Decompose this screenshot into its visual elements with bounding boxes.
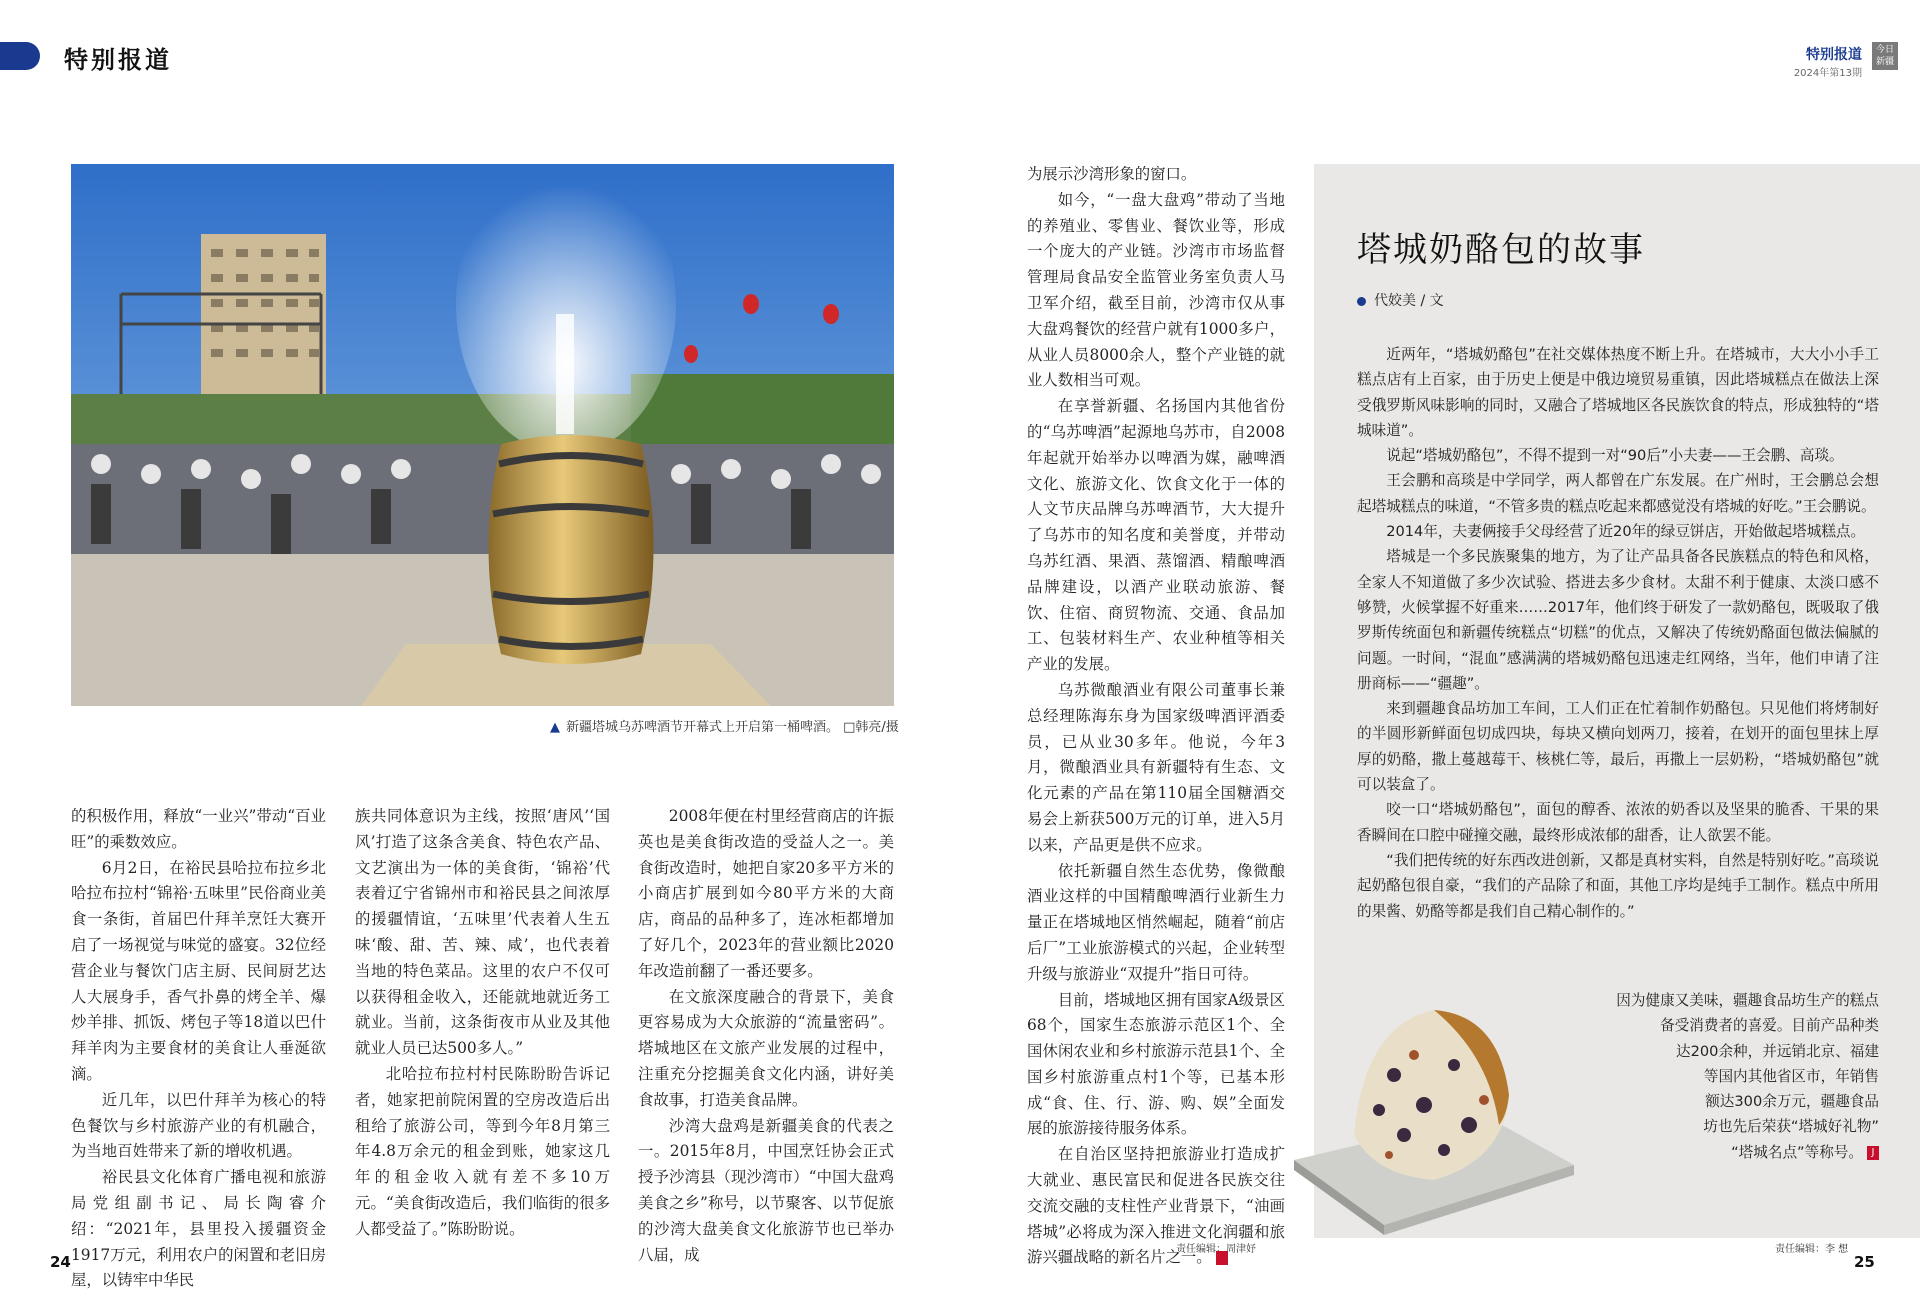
cheese-bread-photo [1284,985,1584,1235]
end-mark-icon: J [1867,1146,1879,1160]
article-title: 塔城奶酪包的故事 [1357,230,1645,270]
tail-line-last [1560,1140,1879,1165]
body-column-3 [638,804,894,1268]
paragraph: 北哈拉布拉村村民陈盼盼告诉记者，她家把前院闲置的空房改造后出租给了旅游公司，等到今年8月第三年4.8万余元的租金到账，她家这几年的租金收入就有差不多10万元。“美食街改造后，我们临街的很多人都受益了。”陈盼盼说。 [355,1064,610,1238]
body-column-4 [1027,162,1285,1271]
paragraph: 乌苏微酿酒业有限公司董事长兼总经理陈海东身为国家级啤酒评酒委员，已从业30多年。他说，今年3月，微酿酒业具有新疆特有生态、文化元素的产品在第110届全国糖酒交易会上新获500万元的订单，进入5月以来，产品更是供不应求。 [1027,680,1285,854]
editor-credit-left: 责任编辑：周津妤 [1176,1244,1256,1255]
paragraph: 2008年便在村里经营商店的许振英也是美食街改造的受益人之一。美食街改造时，她把自家20多平方米的小商店扩展到如今80平方米的大商店，商品的品种多了，连冰柜都增加了好几个，2023年的营业额比2020年改造前翻了一番还要多。 [638,807,894,980]
paragraph: 依托新疆自然生态优势，像微酿酒业这样的中国精酿啤酒行业新生力量正在塔城地区悄然崛起，随着“前店后厂”工业旅游模式的兴起，企业转型升级与旅游业“双提升”指日可待。 [1027,861,1285,983]
bullet-dot-icon [1357,297,1366,306]
paragraph: 说起“塔城奶酪包”，不得不提到一对“90后”小夫妻——王会鹏、高琰。 [1386,447,1844,465]
paragraph: 王会鹏和高琰是中学同学，两人都曾在广东发展。在广州时，王会鹏总会想起塔城糕点的味道，“不管多贵的糕点吃起来都感觉没有塔城的好吃。”王会鹏说。 [1357,472,1879,515]
tail-line: 坊也先后荣获“塔城好礼物” [1703,1118,1879,1136]
paragraph: 目前，塔城地区拥有国家A级景区68个，国家生态旅游示范区1个、全国休闲农业和乡村旅游示范县1个、全国乡村旅游重点村1个等，已基本形成“食、住、行、游、购、娱”全面发展的旅游接待服务体系。 [1027,990,1285,1138]
paragraph: 的积极作用，释放“一业兴”带动“百业旺”的乘数效应。 [71,807,326,851]
paragraph: 2014年，夫妻俩接手父母经营了近20年的绿豆饼店，开始做起塔城糕点。 [1386,523,1866,541]
paragraph: 咬一口“塔城奶酪包”，面包的醇香、浓浓的奶香以及坚果的脆香、干果的果香瞬间在口腔中碰撞交融，最终形成浓郁的甜香，让人欲罢不能。 [1357,801,1879,844]
body-column-1 [71,804,326,1294]
section-title-left: 特别报道 [64,46,172,74]
paragraph: 在文旅深度融合的背景下，美食更容易成为大众旅游的“流量密码”。塔城地区在文旅产业发展的过程中，注重充分挖掘美食文化内涵，讲好美食故事，打造美食品牌。 [638,987,894,1109]
page-number-right: 25 [1854,1253,1875,1271]
paragraph: 族共同体意识为主线，按照‘唐风’‘国风’打造了这条含美食、特色农产品、文艺演出为一体的美食街，‘锦裕’代表着辽宁省锦州市和裕民县之间浓厚的援疆情谊，‘五味里’代表着人生五味‘酸、甜、苦、辣、咸’，也代表着当地的特色菜品。这里的农户不仅可以获得租金收入，还能就地就近务工就业。当前，这条街夜市从业及其他就业人员已达500多人。” [355,807,610,1058]
paragraph: 如今，“一盘大盘鸡”带动了当地的养殖业、零售业、餐饮业等，形成一个庞大的产业链。沙湾市市场监督管理局食品安全监管业务室负责人马卫军介绍，截至目前，沙湾市仅从事大盘鸡餐饮的经营户就有1000多户，从业人员8000余人，整个产业链的就业人数相当可观。 [1027,190,1285,390]
paragraph: 塔城是一个多民族聚集的地方，为了让产品具备各民族糕点的特色和风格，全家人不知道做了多少次试验、搭进去多少食材。太甜不利于健康、太淡口感不够赞，火候掌握不好重来……2017年，他们终于研发了一款奶酪包，既吸取了俄罗斯传统面包和新疆传统糕点“切糕”的优点，又解决了传统奶酪面包做法偏腻的问题。一时间，“混血”感满满的塔城奶酪包迅速走红网络，当年，他们申请了注册商标——“疆趣”。 [1357,548,1879,692]
paragraph: 近几年，以巴什拜羊为核心的特色餐饮与乡村旅游产业的有机融合，为当地百姓带来了新的增收机遇。 [71,1090,326,1161]
byline-text: 代姣美 / 文 [1374,293,1444,309]
byline [1357,290,1444,310]
photo-caption [550,716,899,735]
paragraph-text: 在自治区坚持把旅游业打造成扩大就业、惠民富民和促进各民族交往交流交融的支柱性产业背景下，“油画塔城”必将成为深入推进文化润疆和旅游兴疆战略的新名片之一。 [1027,1145,1285,1267]
beer-festival-photo [71,164,894,706]
paragraph: 近两年，“塔城奶酪包”在社交媒体热度不断上升。在塔城市，大大小小手工糕点店有上百家，由于历史上便是中俄边境贸易重镇，因此塔城糕点在做法上深受俄罗斯风味影响的同时，又融合了塔城地区各民族饮食的特点，形成独特的“塔城味道”。 [1357,346,1879,439]
tail-line: 达200余种，并远销北京、福建 [1676,1042,1879,1060]
paragraph: 在享誉新疆、名扬国内其他省份的“乌苏啤酒”起源地乌苏市，自2008年起就开始举办以啤酒为媒，融啤酒文化、旅游文化、饮食文化于一体的人文节庆品牌乌苏啤酒节，大大提升了乌苏市的知名度和美誉度，并带动乌苏红酒、果酒、蒸馏酒、精酿啤酒品牌建设，以酒产业联动旅游、餐饮、住宿、商贸物流、交通、食品加工、包装材料生产、农业种植等相关产业的发展。 [1027,397,1285,674]
paragraph: 裕民县文化体育广播电视和旅游局党组副书记、局长陶睿介绍：“2021年，县里投入援疆资金1917万元，利用农户的闲置和老旧房屋，以铸牢中华民 [71,1168,326,1290]
paragraph: 来到疆趣食品坊加工车间，工人们正在忙着制作奶酪包。只见他们将烤制好的半圆形新鲜面包切成四块，每块又横向划两刀，接着，在划开的面包里抹上厚厚的奶酪，撒上蔓越莓干、核桃仁等，最后，再撒上一层奶粉，“塔城奶酪包”就可以装盒了。 [1357,700,1879,794]
tail-line: 因为健康又美味，疆趣食品坊生产的糕点 [1616,992,1879,1009]
caption-text: 新疆塔城乌苏啤酒节开幕式上开启第一桶啤酒。 □韩亮/摄 [566,720,899,735]
sidebar-tail-text [1560,988,1879,1165]
paragraph: “我们把传统的好东西改进创新，又都是真材实料，自然是特别好吃。”高琰说起奶酪包很自豪，“我们的产品除了和面，其他工序均是纯手工制作。糕点中所用的果酱、奶酪等都是我们自己精心制作的。” [1357,851,1879,920]
magazine-logo: 今日 新疆 [1872,42,1898,70]
editor-credit-right: 责任编辑：李 想 [1775,1244,1849,1255]
tail-line: 等国内其他省区市，年销售 [1703,1067,1879,1085]
section-title-right: 特别报道 [1806,47,1862,63]
header-accent-tab [0,42,40,70]
tail-line: 额达300余万元，疆趣食品 [1705,1093,1879,1111]
header-right-block [1794,44,1862,79]
end-mark-icon: J [1216,1251,1228,1265]
sidebar-body [1357,342,1879,924]
paragraph: 为展示沙湾形象的窗口。 [1027,165,1197,183]
caption-triangle-icon: ▲ [550,720,560,735]
tail-line-text: “塔城名点”等称号。 [1731,1143,1863,1161]
paragraph: 沙湾大盘鸡是新疆美食的代表之一。2015年8月，中国烹饪协会正式授予沙湾县（现沙湾市）“中国大盘鸡美食之乡”称号，以节聚客、以节促旅的沙湾大盘美食文化旅游节也已举办八届，成 [638,1116,894,1264]
page-number-left: 24 [50,1253,71,1271]
issue-label: 2024年第13期 [1793,68,1862,79]
body-column-2 [355,804,610,1243]
tail-line: 备受消费者的喜爱。目前产品种类 [1660,1017,1879,1035]
paragraph: 6月2日，在裕民县哈拉布拉乡北哈拉布拉村“锦裕·五味里”民俗商业美食一条街，首届巴什拜羊烹饪大赛开启了一场视觉与味觉的盛宴。32位经营企业与餐饮门店主厨、民间厨艺达人大展身手，香气扑鼻的烤全羊、爆炒羊排、抓饭、烤包子等18道以巴什拜羊肉为主要食材的美食让人垂涎欲滴。 [71,858,326,1083]
